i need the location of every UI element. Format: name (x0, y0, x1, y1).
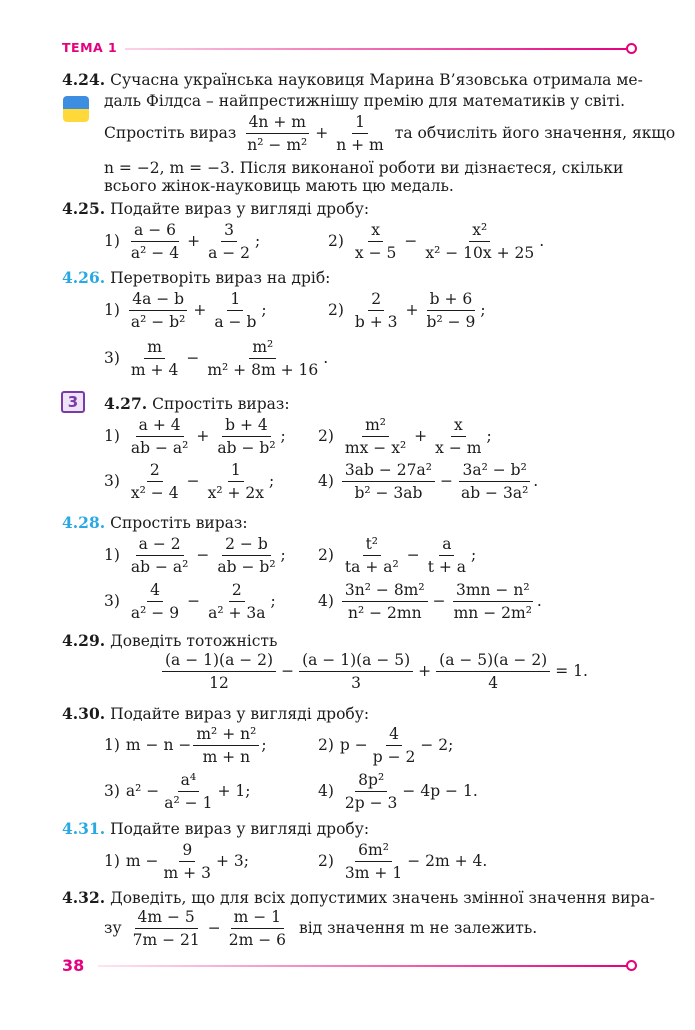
item-label: 3) (104, 471, 120, 490)
exercise-number: 4.27. (104, 394, 148, 413)
operator: + (418, 661, 432, 680)
item-label: 1) (104, 231, 120, 250)
denominator: a² − 4 (130, 244, 180, 262)
numerator: m (144, 337, 165, 359)
math-item (318, 460, 538, 503)
math-item (318, 770, 478, 813)
numerator: m − 1 (231, 907, 284, 929)
fraction (436, 650, 550, 693)
operator: − (432, 591, 446, 610)
fraction (214, 534, 278, 577)
punctuation: ; (280, 426, 286, 445)
punctuation: ; (269, 471, 275, 490)
item-label: 2) (328, 231, 344, 250)
punctuation: ; (261, 735, 267, 754)
operator: − (207, 918, 221, 937)
fraction (161, 770, 215, 813)
fraction (370, 724, 419, 767)
fraction (422, 220, 537, 263)
denominator: ta + a² (344, 558, 399, 576)
numerator: 2 − b (222, 534, 271, 556)
fraction (128, 415, 191, 458)
text-prefix: Спростіть вираз (104, 123, 237, 142)
numerator: 3 (221, 220, 237, 242)
exercise-text: Перетворіть вираз на дріб: (110, 269, 331, 287)
math-item (104, 460, 274, 503)
punctuation: ; (261, 300, 267, 319)
fraction (130, 907, 203, 950)
exercise-number: 4.32. (62, 888, 106, 907)
numerator: 4n + m (246, 112, 309, 134)
denominator: m² + 8m + 16 (207, 361, 319, 379)
fraction (214, 415, 278, 458)
expression-suffix: + 1; (217, 781, 251, 800)
numerator: 4 (147, 580, 163, 602)
denominator: n² − m² (247, 136, 308, 154)
item-label: 2) (318, 545, 334, 564)
denominator: x² + 2x (207, 484, 264, 502)
punctuation: ; (480, 300, 486, 319)
math-item (104, 840, 249, 883)
item-label: 2) (328, 300, 344, 319)
fraction (128, 337, 181, 380)
numerator: a + 4 (136, 415, 184, 437)
fraction (205, 220, 253, 263)
exercise-4-25 (62, 198, 369, 220)
math-item (328, 289, 486, 332)
operator: + (193, 300, 207, 319)
fraction (352, 220, 399, 263)
denominator: 7m − 21 (132, 931, 200, 949)
item-label: 4) (318, 471, 334, 490)
expression-prefix: m − n − (125, 735, 192, 754)
denominator: p − 2 (372, 748, 416, 766)
denominator: mn − 2m² (453, 604, 532, 622)
operator: − (281, 661, 295, 680)
numerator: b + 6 (427, 289, 476, 311)
operator: − (406, 545, 420, 564)
denominator: 12 (209, 674, 229, 692)
operator: + (414, 426, 428, 445)
fraction (128, 534, 191, 577)
fraction (211, 289, 259, 332)
item-label: 1) (104, 545, 120, 564)
expression-prefix: p − (339, 735, 368, 754)
exercise-4-26 (62, 267, 330, 289)
numerator: 4m − 5 (135, 907, 198, 929)
denominator: x² − 10x + 25 (425, 244, 535, 262)
punctuation: . (539, 231, 545, 250)
exercise-text-line: даль Філдса – найпрестижнішу премію для математиків у світі. (104, 92, 626, 110)
punctuation: . (323, 348, 329, 367)
operator: − (186, 471, 200, 490)
fraction (432, 415, 484, 458)
math-item (104, 289, 267, 332)
expression-suffix: − 2; (420, 735, 454, 754)
footer-rule (98, 965, 627, 967)
punctuation: . (533, 471, 539, 490)
denominator: ab − b² (217, 558, 276, 576)
numerator: 2 (147, 460, 163, 482)
difficulty-level-badge: 3 (61, 391, 85, 413)
item-label: 1) (104, 735, 120, 754)
punctuation: . (536, 591, 542, 610)
numerator: a⁴ (178, 770, 199, 792)
fraction (193, 724, 259, 767)
exercise-number: 4.26. (62, 268, 106, 287)
denominator: mx − x² (344, 439, 407, 457)
exercise-text: Доведіть, що для всіх допустимих значень змінної значення вира- (110, 889, 655, 907)
exercise-text: Доведіть тотожність (110, 632, 278, 650)
denominator: m + n (202, 748, 251, 766)
math-item (104, 415, 286, 458)
item-label: 4) (318, 591, 334, 610)
denominator: m + 3 (163, 864, 211, 882)
numerator: 3ab − 27a² (342, 460, 435, 482)
item-label: 4) (318, 781, 334, 800)
operator: + (405, 300, 419, 319)
exercise-4-30 (62, 703, 369, 725)
numerator: (a − 1)(a − 5) (299, 650, 413, 672)
denominator: a − 2 (208, 244, 251, 262)
denominator: 4 (488, 674, 499, 692)
exercise-number: 4.28. (62, 513, 106, 532)
fraction (128, 580, 182, 623)
expression-suffix: + 3; (215, 851, 249, 870)
fraction (342, 460, 435, 503)
fraction (342, 415, 409, 458)
math-item (104, 220, 260, 263)
numerator: m² (249, 337, 276, 359)
exercise-4-27 (104, 393, 290, 415)
operator: + (315, 123, 329, 142)
numerator: (a − 1)(a − 2) (162, 650, 276, 672)
math-item (318, 580, 542, 623)
fraction (161, 840, 214, 883)
denominator: ab − a² (130, 439, 189, 457)
fraction (128, 289, 188, 332)
fraction (128, 220, 182, 263)
fraction (451, 580, 535, 623)
operator: − (187, 591, 201, 610)
fraction (244, 112, 310, 155)
fraction (425, 534, 469, 577)
denominator: 2m − 6 (228, 931, 286, 949)
numerator: t² (363, 534, 381, 556)
numerator: a − 6 (131, 220, 179, 242)
text-suffix: від значення m не залежить. (298, 918, 538, 937)
fraction (342, 534, 402, 577)
math-item (318, 840, 487, 883)
numerator: a (439, 534, 454, 556)
exercise-text: Подайте вираз у вигляді дробу: (110, 200, 370, 218)
fraction (299, 650, 413, 693)
operator: − (404, 231, 418, 250)
denominator: x − m (435, 439, 482, 457)
exercise-text: Подайте вираз у вигляді дробу: (110, 705, 370, 723)
punctuation: ; (471, 545, 477, 564)
denominator: ab − 3a² (460, 484, 529, 502)
denominator: a² − 1 (164, 794, 213, 812)
numerator: (a − 5)(a − 2) (436, 650, 550, 672)
denominator: x² − 4 (130, 484, 179, 502)
punctuation: ; (280, 545, 286, 564)
exercise-4-31 (62, 818, 369, 840)
punctuation: ; (270, 591, 276, 610)
fraction (424, 289, 479, 332)
item-label: 3) (104, 348, 120, 367)
numerator: x² (469, 220, 490, 242)
exercise-4-29 (62, 630, 277, 652)
numerator: x (451, 415, 466, 437)
exercise-number: 4.25. (62, 199, 106, 218)
operator: + (187, 231, 201, 250)
exercise-text: Спростіть вираз: (152, 395, 290, 413)
numerator: 1 (352, 112, 368, 134)
header-rule (125, 48, 627, 50)
denominator: b² − 9 (426, 313, 476, 331)
item-label: 1) (104, 300, 120, 319)
fraction (333, 112, 387, 155)
denominator: m + 4 (130, 361, 179, 379)
numerator: m² (362, 415, 389, 437)
exercise-text: Подайте вираз у вигляді дробу: (110, 820, 370, 838)
math-item (104, 724, 267, 767)
fraction (162, 650, 276, 693)
fraction (342, 840, 405, 883)
numerator: 3n² − 8m² (342, 580, 428, 602)
footer-rule-dot (626, 960, 637, 971)
denominator: 2p − 3 (344, 794, 398, 812)
math-expression (104, 907, 537, 950)
math-item (104, 337, 328, 380)
operator: − (439, 471, 453, 490)
math-item (318, 724, 453, 767)
numerator: 3a² − b² (459, 460, 529, 482)
math-item (318, 534, 476, 577)
numerator: 8p² (355, 770, 387, 792)
math-item (104, 534, 286, 577)
denominator: a − b (214, 313, 257, 331)
denominator: n² − 2mn (347, 604, 422, 622)
exercise-number: 4.29. (62, 631, 106, 650)
exercise-number: 4.30. (62, 704, 106, 723)
punctuation: ; (255, 231, 261, 250)
numerator: 1 (227, 289, 243, 311)
numerator: 3mn − n² (453, 580, 533, 602)
exercise-4-28 (62, 512, 248, 534)
exercise-text: Сучасна українська науковиця Марина В’язовська отримала ме- (110, 71, 643, 89)
math-item (328, 220, 544, 263)
math-identity (160, 650, 588, 693)
denominator: b² − 3ab (354, 484, 423, 502)
denominator: a² − b² (130, 313, 186, 331)
numerator: m² + n² (193, 724, 259, 746)
expression-suffix: − 4p − 1. (402, 781, 478, 800)
denominator: t + a (427, 558, 466, 576)
denominator: a² − 9 (130, 604, 180, 622)
fraction (205, 460, 267, 503)
exercise-text-line: n = −2, m = −3. Після виконаної роботи ви дізнаєтеся, скільки (104, 159, 624, 177)
numerator: a − 2 (136, 534, 184, 556)
denominator: 3m + 1 (344, 864, 403, 882)
page-number: 38 (62, 956, 85, 975)
ukraine-flag-icon (63, 96, 89, 122)
text-suffix: та обчисліть його значення, якщо (394, 123, 676, 142)
item-label: 3) (104, 591, 120, 610)
denominator: 3 (351, 674, 362, 692)
math-expression (104, 112, 675, 155)
denominator: ab − b² (217, 439, 276, 457)
fraction (204, 337, 321, 380)
item-label: 2) (318, 735, 334, 754)
text-prefix: зу (104, 918, 122, 937)
fraction (226, 907, 289, 950)
math-item (104, 770, 250, 813)
fraction (342, 770, 401, 813)
item-label: 2) (318, 851, 334, 870)
item-label: 2) (318, 426, 334, 445)
math-item (104, 580, 276, 623)
numerator: x (368, 220, 383, 242)
expression-prefix: a² − (125, 781, 160, 800)
fraction (205, 580, 268, 623)
numerator: 2 (229, 580, 245, 602)
operator: − (186, 348, 200, 367)
equals-result: = 1. (555, 661, 588, 680)
item-label: 3) (104, 781, 120, 800)
expression-prefix: m − (125, 851, 159, 870)
exercise-number: 4.31. (62, 819, 106, 838)
numerator: 4a − b (129, 289, 187, 311)
punctuation: ; (486, 426, 492, 445)
operator: + (196, 426, 210, 445)
numerator: b + 4 (222, 415, 271, 437)
item-label: 1) (104, 426, 120, 445)
denominator: ab − a² (130, 558, 189, 576)
operator: − (196, 545, 210, 564)
numerator: 2 (368, 289, 384, 311)
denominator: b + 3 (354, 313, 398, 331)
denominator: a² + 3a (208, 604, 266, 622)
denominator: x − 5 (354, 244, 397, 262)
denominator: n + m (336, 136, 384, 154)
fraction (352, 289, 401, 332)
header-rule-dot (626, 43, 637, 54)
math-item (318, 415, 492, 458)
exercise-text: Спростіть вираз: (110, 514, 248, 532)
fraction (128, 460, 182, 503)
numerator: 6m² (355, 840, 392, 862)
item-label: 1) (104, 851, 120, 870)
exercise-number: 4.24. (62, 70, 106, 89)
exercise-4-24 (62, 69, 643, 91)
fraction (458, 460, 531, 503)
numerator: 9 (179, 840, 195, 862)
numerator: 1 (228, 460, 244, 482)
numerator: 4 (386, 724, 402, 746)
exercise-text-line: всього жінок-науковиць мають цю медаль. (104, 177, 454, 195)
topic-header: ТЕМА 1 (62, 40, 118, 55)
exercise-4-32 (62, 887, 655, 909)
fraction (342, 580, 428, 623)
expression-suffix: − 2m + 4. (407, 851, 488, 870)
